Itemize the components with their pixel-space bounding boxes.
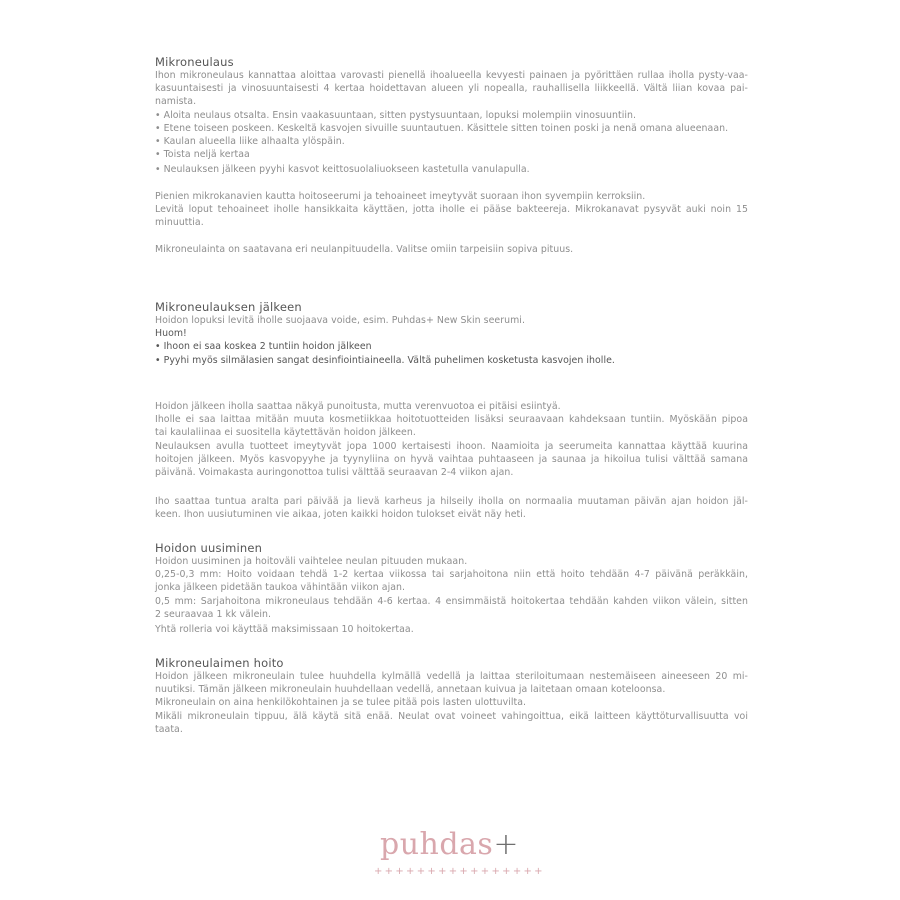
section-heading: Mikroneulauksen jälkeen (155, 300, 302, 314)
section-heading: Mikroneulaus (155, 55, 234, 69)
paragraph-line: hoitojen jälkeen. Myös kasvopyyhe ja tyynyliina on hyvä vaihtaa puhtaaseen ja saunaa ja hikoilua tulisi välttää samana (155, 453, 748, 465)
logo-plus-row: ++++++++++++++++ (374, 866, 545, 877)
bullet-item: • Ihoon ei saa koskea 2 tuntiin hoidon jälkeen (155, 341, 372, 353)
paragraph-line: keen. Ihon uusiutuminen vie aikaa, joten kaikki hoidon tulokset eivät näy heti. (155, 509, 526, 521)
paragraph-line: 2 seuraavaa 1 kk välein. (155, 608, 272, 620)
section-heading: Hoidon uusiminen (155, 541, 263, 555)
logo-wordmark: puhdas (380, 827, 494, 862)
section-after-treatment (155, 300, 748, 367)
paragraph-line: nuutiksi. Tämän jälkeen mikroneulain huuhdellaan vedellä, annetaan kuivua ja laitetaan omaan koteloonsa. (155, 684, 666, 696)
section-mikroneulaus (155, 55, 748, 256)
paragraph-line: Mikroneulainta on saatavana eri neulanpituudella. Valitse omiin tarpeisiin sopiva pituus. (155, 244, 574, 256)
paragraph-line: Hoidon uusiminen ja hoitoväli vaihtelee neulan pituuden mukaan. (155, 556, 468, 567)
paragraph-line: Mikäli mikroneulain tippuu, älä käytä sitä enää. Neulat ovat voineet vahingoittua, eikä laitteen käyttöturvallisuutta voi (155, 710, 748, 722)
paragraph-line: Ihon mikroneulaus kannattaa aloittaa varovasti pienellä ihoalueella kevyesti painaen ja pyörittäen rullaa iholla pysty-vaa- (155, 70, 748, 81)
paragraph-line: Yhtä rolleria voi käyttää maksimissaan 10 hoitokertaa. (155, 624, 414, 636)
bullet-item: • Pyyhi myös silmälasien sangat desinfiointiaineella. Vältä puhelimen kosketusta kasvojen iholle. (155, 354, 615, 366)
logo-plus-icon: + (493, 827, 519, 862)
paragraph-line: Hoidon lopuksi levitä iholle suojaava voide, esim. Puhdas+ New Skin seerumi. (155, 315, 525, 326)
paragraph-line: päivänä. Voimakasta auringonottoa tulisi välttää seuraavan 2-4 viikon ajan. (155, 467, 514, 479)
section-heading: Mikroneulaimen hoito (155, 656, 284, 670)
paragraph-line: Mikroneulain on aina henkilökohtainen ja se tulee pitää pois lasten ulottuvilta. (155, 697, 527, 709)
paragraph-line: Neulauksen avulla tuotteet imeytyvät jopa 1000 kertaisesti ihoon. Naamioita ja seerumeita kannattaa käyttää kuurina (155, 440, 748, 452)
bullet-item: • Neulauksen jälkeen pyyhi kasvot keittosuolaliuokseen kastetulla vanulapulla. (155, 164, 530, 176)
paragraph-line: Pienien mikrokanavien kautta hoitoseerumi ja tehoaineet imeytyvät suoraan ihon syvempiin kerroksiin. (155, 190, 646, 202)
bullet-item: • Toista neljä kertaa (155, 149, 250, 161)
section-device-care (155, 656, 748, 736)
paragraph-line: Levitä loput tehoaineet iholle hansikkaita käyttäen, jotta iholle ei pääse bakteereja. Mikrokanavat pysyvät auki noin 15 (155, 203, 748, 215)
paragraph-line: jonka jälkeen pidetään taukoa vähintään viikon ajan. (155, 582, 406, 594)
bullet-item: • Kaulan alueella liike alhaalta ylöspäin. (155, 136, 345, 148)
section-aftercare-notes (155, 400, 748, 522)
paragraph-line: Iholle ei saa laittaa mitään muuta kosmetiikkaa hoitotuotteiden lisäksi seuraavaan kahdeksaan tuntiin. Myöskään pipoa (155, 414, 748, 426)
paragraph-line: namista. (155, 96, 197, 108)
bullet-item: • Etene toiseen poskeen. Keskeltä kasvojen sivuille suuntautuen. Käsittele sitten toinen poski ja nenä omana alueenaan. (155, 122, 729, 134)
note-title: Huom! (155, 328, 187, 340)
paragraph-line: minuuttia. (155, 217, 204, 229)
paragraph-line: 0,5 mm: Sarjahoitona mikroneulaus tehdään 4-6 kertaa. 4 ensimmäistä hoitokertaa tehdään kahden viikon välein, sitten (155, 595, 748, 607)
bullet-item: • Aloita neulaus otsalta. Ensin vaakasuuntaan, sitten pystysuuntaan, lopuksi molempiin vinosuuntiin. (155, 109, 637, 121)
paragraph-line: Hoidon jälkeen iholla saattaa näkyä punoitusta, mutta verenvuotoa ei pitäisi esiintyä. (155, 401, 561, 412)
paragraph-line: taata. (155, 723, 183, 735)
paragraph-line: kasuuntaisesti ja vinosuuntaisesti 4 kertaa hoidettavan alueen yli nopealla, rauhallisella liikkeellä. Vältä liian kovaa pai- (155, 83, 748, 95)
brand-logo (374, 827, 545, 877)
paragraph-line: Iho saattaa tuntua aralta pari päivää ja lievä karheus ja hilseily iholla on normaalia muutaman päivän ajan hoidon jäl- (155, 496, 748, 508)
paragraph-line: 0,25-0,3 mm: Hoito voidaan tehdä 1-2 kertaa viikossa tai sarjahoitona niin että hoito tehdään 4-7 päivänä peräkkäin, (155, 569, 748, 581)
paragraph-line: Hoidon jälkeen mikroneulain tulee huuhdella kylmällä vedellä ja laittaa steriloitumaan nestemäiseen aineeseen 20 mi- (155, 671, 748, 682)
paragraph-line: tai kaulaliinaa ei suositella käytettävän hoidon jälkeen. (155, 427, 416, 439)
section-repeat-treatment (155, 541, 748, 636)
